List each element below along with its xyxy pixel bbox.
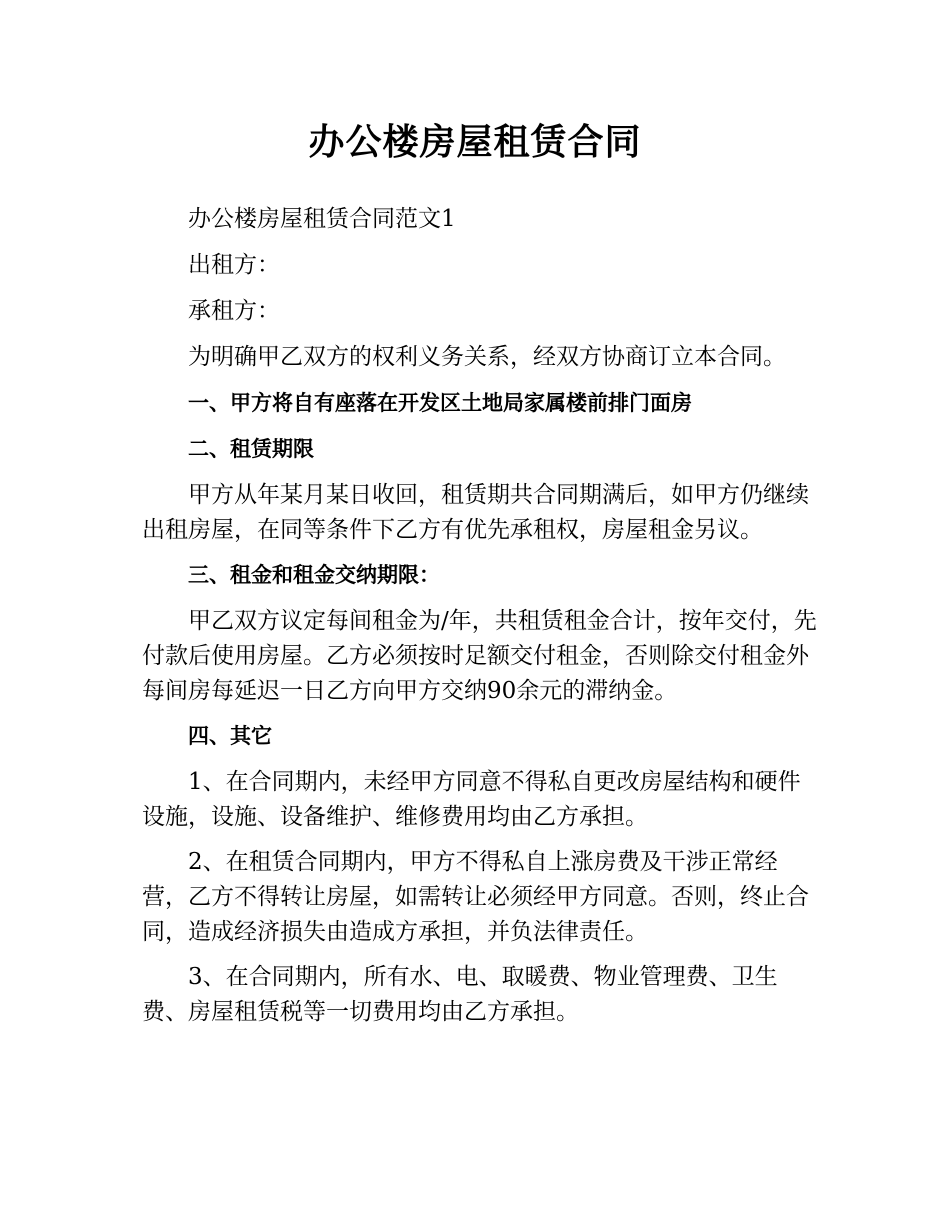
section-heading-4: 四、其它 [188, 724, 272, 748]
section-heading-2: 二、租赁期限 [188, 437, 314, 461]
lessor-line: 出租方： [188, 252, 280, 278]
section-heading-3: 三、租金和租金交纳期限： [188, 563, 440, 587]
clause-item: 1、在合同期内，未经甲方同意不得私自更改房屋结构和硬件设施，设施、设备维护、维修费用均由乙方承担。 [142, 769, 801, 830]
section-paragraph-3: 甲乙双方议定每间租金为/年，共租赁租金合计，按年交付，先付款后使用房屋。乙方必须按时足额交付租金，否则除交付租金外每间房每延迟一日乙方向甲方交纳90余元的滞纳金。 [142, 608, 817, 704]
lessee-line: 承租方： [188, 298, 280, 324]
document-subtitle: 办公楼房屋租赁合同范文1 [188, 206, 456, 232]
document-body [142, 202, 822, 1040]
intro-paragraph: 为明确甲乙双方的权利义务关系，经双方协商订立本合同。 [188, 344, 786, 370]
clause-item: 3、在合同期内，所有水、电、取暖费、物业管理费、卫生费、房屋租赁税等一切费用均由乙方承担。 [142, 964, 778, 1025]
clause-item: 2、在租赁合同期内，甲方不得私自上涨房费及干涉正常经营，乙方不得转让房屋，如需转让必须经甲方同意。否则，终止合同，造成经济损失由造成方承担，并负法律责任。 [142, 849, 809, 945]
section-paragraph-2: 甲方从年某月某日收回，租赁期共合同期满后，如甲方仍继续出租房屋，在同等条件下乙方有优先承租权，房屋租金另议。 [142, 482, 809, 543]
document-title: 办公楼房屋租赁合同 [308, 122, 642, 163]
section-heading-1: 一、甲方将自有座落在开发区土地局家属楼前排门面房 [188, 391, 692, 415]
